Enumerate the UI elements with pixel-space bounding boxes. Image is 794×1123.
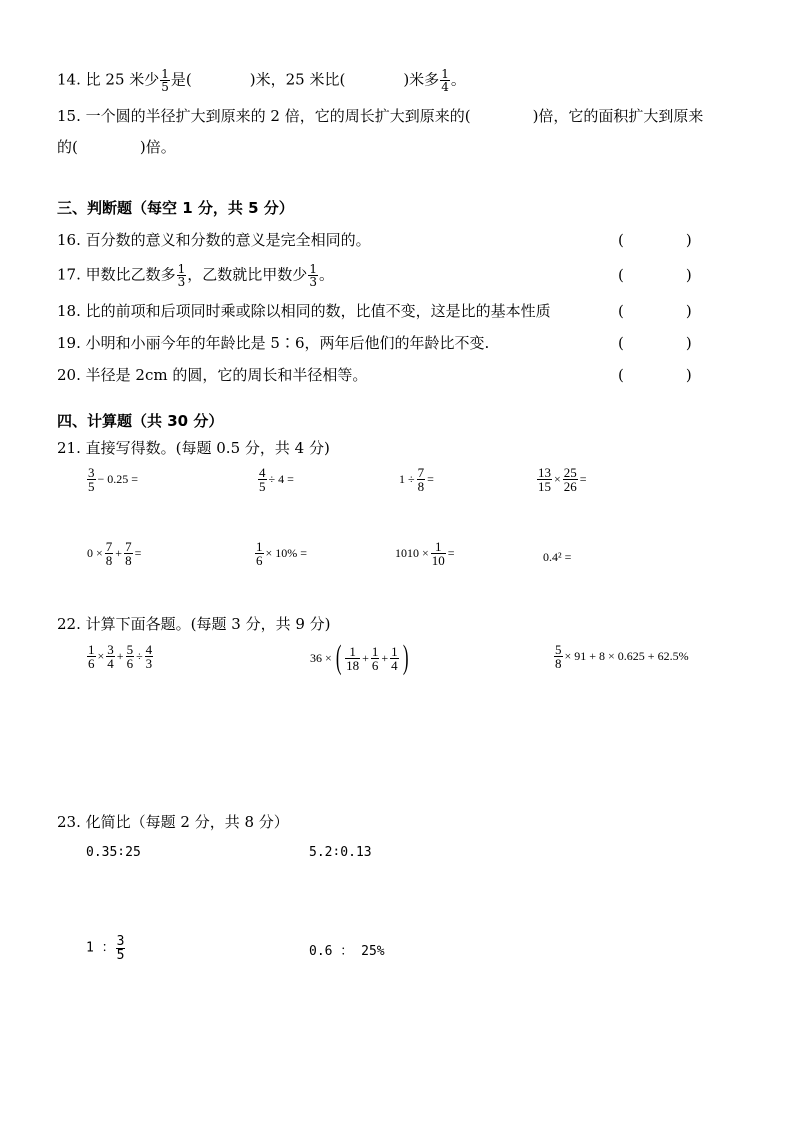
calc-expression-1: $\frac{1}{6}$ × $\frac{3}{4}$ + $\frac{5}{6}$ ÷ $\frac{4}{3}$ <box>88 642 153 671</box>
fraction: $\frac{1}{3}$ <box>309 262 317 289</box>
judge-answer-20[interactable]: ( ) <box>618 366 692 384</box>
ratio-1: 0.35∶25 <box>86 845 141 860</box>
question-18: 18. 比的前项和后项同时乘或除以相同的数，比值不变，这是比的基本性质 <box>57 302 551 320</box>
question-16: 16. 百分数的意义和分数的意义是完全相同的。 <box>57 231 371 249</box>
question-number: 14. <box>57 70 81 89</box>
calc-expression-2: 36 × ( 1 18 + $\frac{1}{6}$ + $\frac{1}{4}$ ) <box>310 639 409 676</box>
ratio-2: 5.2∶0.13 <box>309 845 372 860</box>
judge-answer-17[interactable]: ( ) <box>618 266 692 284</box>
judge-answer-16[interactable]: ( ) <box>618 231 692 249</box>
calc-expression-3: $\frac{5}{8}$ × 91 + 8 × 0.625 + 62.5% <box>555 642 689 671</box>
question-14: 14. 比 25 米少 $\frac{1}{5}$ 是( )米，25 米比( )米多 $\frac{1}{4}$ 。 <box>57 67 466 94</box>
question-15-line1: 15. 一个圆的半径扩大到原来的 2 倍，它的周长扩大到原来的( )倍，它的面积扩大到原来 <box>57 107 704 125</box>
calc-item: 0 × $\frac{7}{8}$ + $\frac{7}{8}$ = <box>87 539 142 568</box>
question-number: 15. <box>57 107 81 125</box>
calc-item: $\frac{3}{5}$ − 0.25 = <box>88 465 139 494</box>
question-21: 21. 直接写得数。(每题 0.5 分，共 4 分) <box>57 439 330 457</box>
calc-item: 0.4² = <box>543 549 572 564</box>
calc-item: 1010 × $\frac{1}{10}$ = <box>395 539 455 568</box>
section-title-calc: 四、计算题（共 30 分） <box>57 412 224 430</box>
fraction: $\frac{1}{4}$ <box>441 67 449 94</box>
judge-answer-19[interactable]: ( ) <box>618 334 692 352</box>
fraction: $\frac{1}{3}$ <box>177 262 186 289</box>
question-19: 19. 小明和小丽今年的年龄比是 5∶6，两年后他们的年龄比不变. <box>57 334 490 352</box>
calc-item: $\frac{4}{5}$ ÷ 4 = <box>259 465 294 494</box>
question-22: 22. 计算下面各题。(每题 3 分，共 9 分) <box>57 615 331 633</box>
question-15-line2: 的( )倍。 <box>57 138 176 156</box>
question-20: 20. 半径是 2cm 的圆，它的周长和半径相等。 <box>57 366 368 384</box>
calc-item: $\frac{1}{6}$ × 10% = <box>256 539 308 568</box>
question-23: 23. 化简比（每题 2 分，共 8 分） <box>57 813 289 831</box>
judge-answer-18[interactable]: ( ) <box>618 302 692 320</box>
section-title-judge: 三、判断题（每空 1 分，共 5 分） <box>57 199 294 217</box>
fraction: $\frac{1}{5}$ <box>161 67 169 94</box>
question-17: 17. 甲数比乙数多 $\frac{1}{3}$ ，乙数就比甲数少 $\frac{1}{3}$ 。 <box>57 262 334 289</box>
calc-item: 1 ÷ $\frac{7}{8}$ = <box>399 465 434 494</box>
ratio-3: 1 ： $\frac{3}{5}$ <box>86 934 125 963</box>
ratio-4: 0.6 ： 25% <box>309 944 385 959</box>
calc-item: $\frac{13}{15}$ × $\frac{25}{26}$ = <box>538 465 587 494</box>
